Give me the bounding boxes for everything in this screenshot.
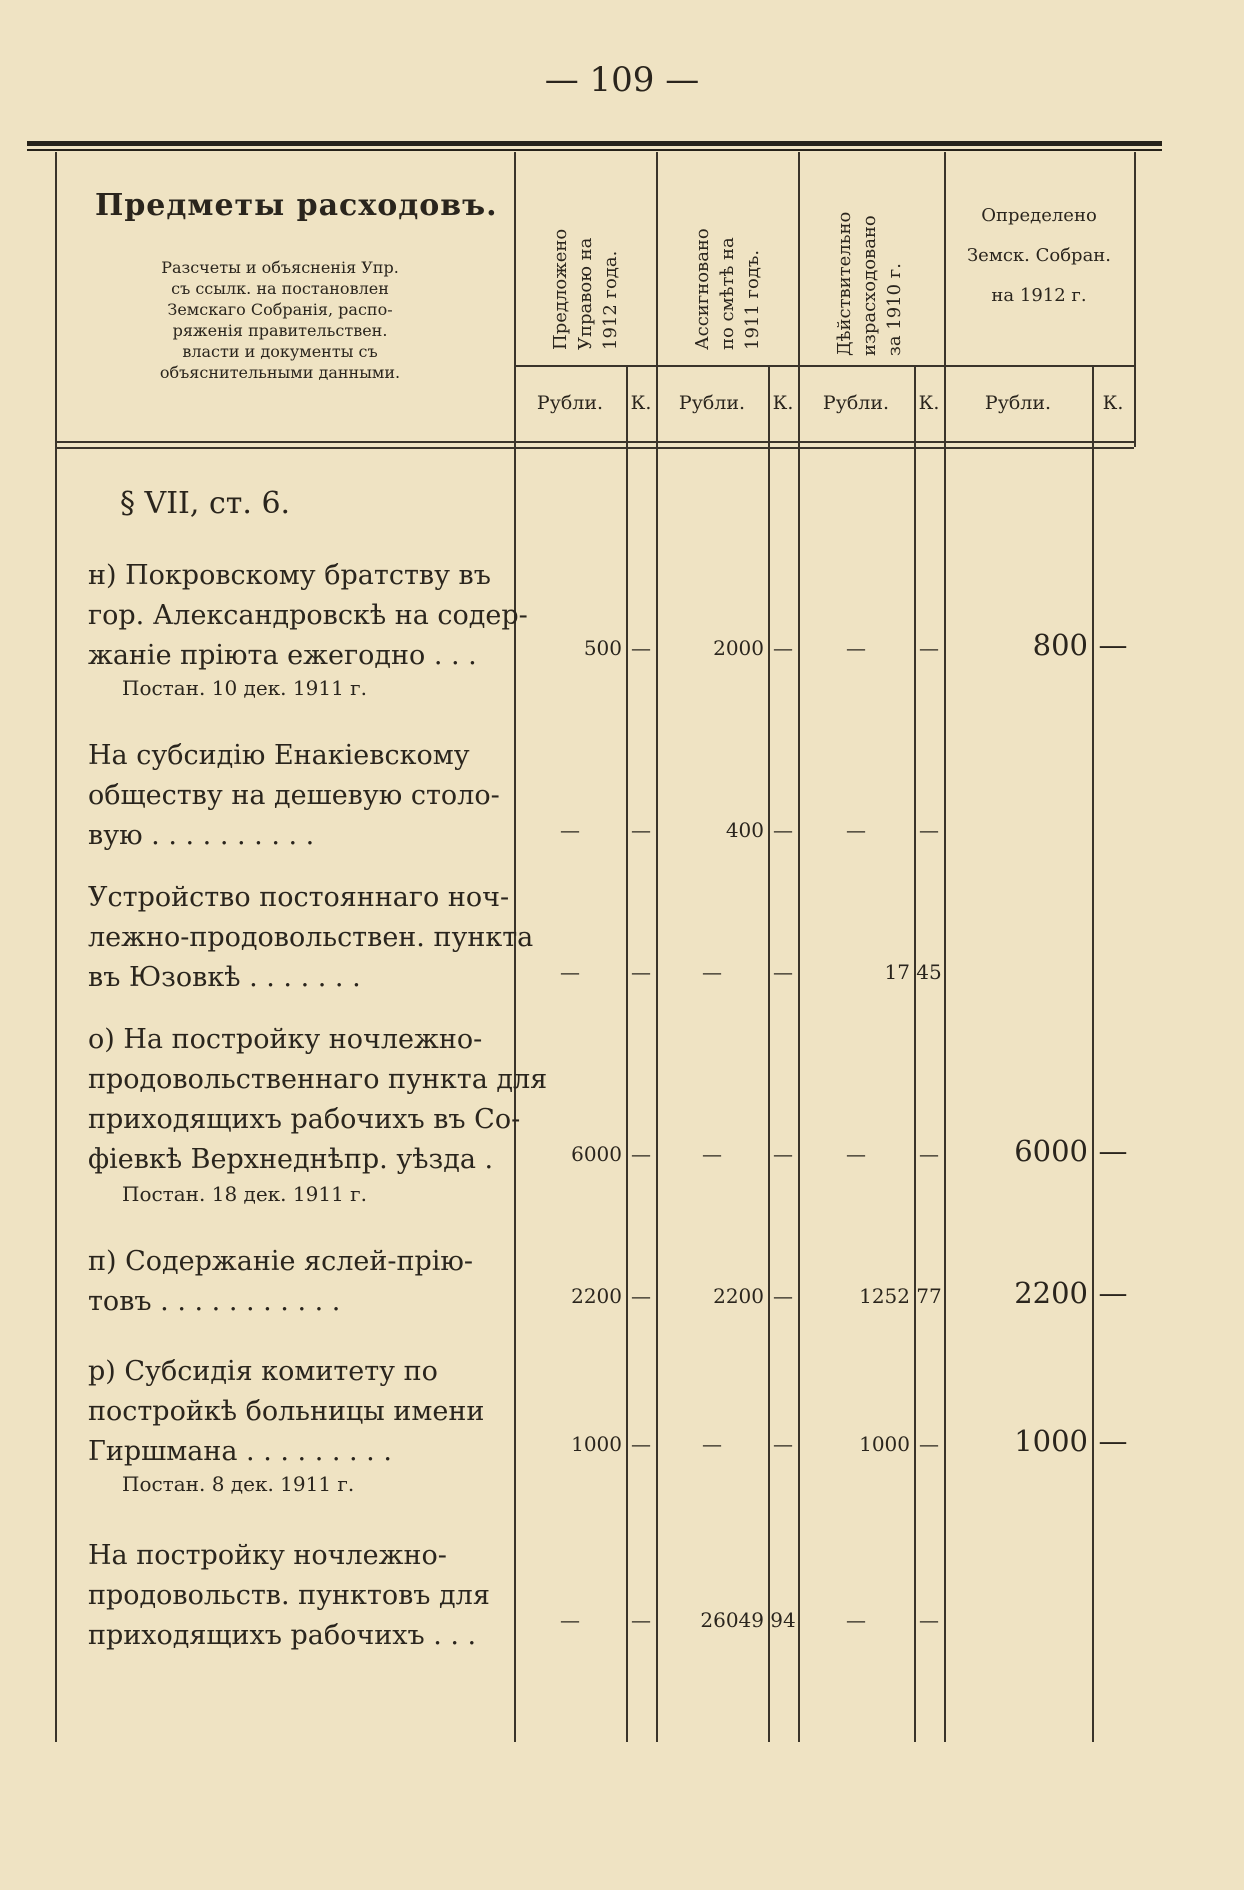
- row-description: Устройство постояннаго ноч- лежно-продовольствен. пункта въ Юзовкѣ . . . . . . .: [88, 882, 534, 993]
- section-title: § VII, ст. 6.: [120, 486, 291, 521]
- row-description: На субсидію Енакіевскому обществу на дешевую столо- вую . . . . . . . . . .: [88, 740, 500, 851]
- col1-header: Предложено Управою на 1912 года.: [550, 228, 621, 350]
- row-description: н) Покровскому братству въ гор. Александровскѣ на содер- жаніе пріюта ежегодно . . .: [88, 560, 528, 671]
- page-number: — 109 —: [544, 60, 700, 100]
- col3-header: Дѣйствительно израсходовано за 1910 г.: [834, 211, 905, 356]
- row-note: Постан. 18 дек. 1911 г.: [122, 1182, 367, 1206]
- row-note: Постан. 8 дек. 1911 г.: [122, 1472, 355, 1496]
- row-description: п) Содержаніе яслей-прію- товъ . . . . . . . . . . .: [88, 1246, 473, 1317]
- row-description: о) На постройку ночлежно- продовольственнаго пункта для приходящихъ рабочихъ въ Со- фіевкѣ Верхнеднѣпр. уѣзда .: [88, 1024, 548, 1175]
- row-description: На постройку ночлежно- продовольств. пунктовъ для приходящихъ рабочихъ . . .: [88, 1540, 490, 1651]
- top-rule: [27, 141, 1162, 146]
- header-subtitle: Разсчеты и объясненія Упр. съ ссылк. на постановлен Земскаго Собранія, распо- ряженія правительствен. власти и документы съ объяснительными данными.: [159, 258, 401, 382]
- top-rule-thin: [27, 149, 1162, 151]
- row-description: р) Субсидія комитету по постройкѣ больницы имени Гиршмана . . . . . . . . .: [88, 1356, 485, 1467]
- col2-header: Ассигновано по смѣтѣ на 1911 годъ.: [692, 228, 763, 350]
- row-note: Постан. 10 дек. 1911 г.: [122, 676, 367, 700]
- col4-header: Определено Земск. Собран. на 1912 г.: [966, 205, 1112, 306]
- header-title: Предметы расходовъ.: [95, 188, 498, 223]
